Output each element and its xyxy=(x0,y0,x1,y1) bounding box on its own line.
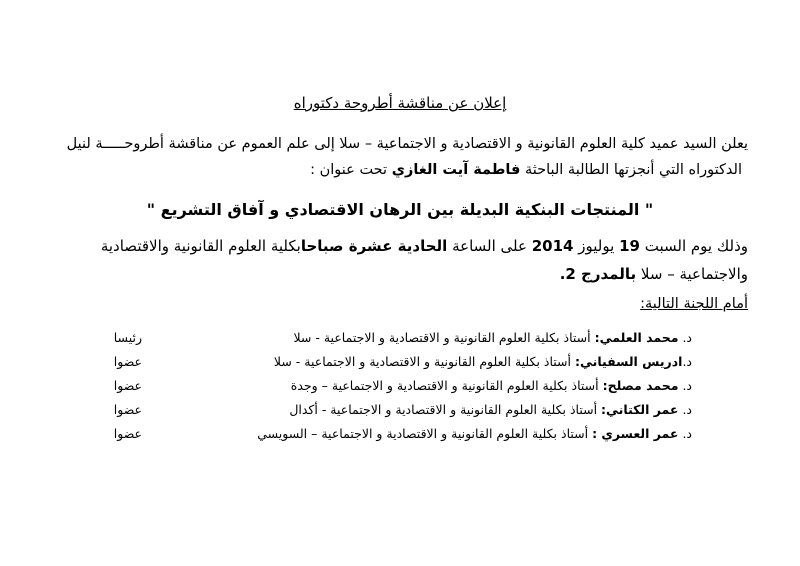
jury-row xyxy=(60,402,692,426)
jury-role: عضوا xyxy=(113,378,142,393)
jury-member xyxy=(289,402,692,417)
jury-prefix: د. xyxy=(682,354,692,369)
schedule-faculty: بكلية العلوم القانونية والاقتصادية xyxy=(100,237,301,255)
jury-member xyxy=(274,354,692,369)
schedule-day-label: وذلك يوم السبت xyxy=(644,237,748,255)
jury-member xyxy=(293,330,692,345)
jury-row xyxy=(60,378,692,402)
jury-role: عضوا xyxy=(113,354,142,369)
schedule-month: يوليوز xyxy=(578,237,615,255)
jury-role: رئيسا xyxy=(113,330,142,345)
intro-line-2-post: تحت عنوان : xyxy=(310,162,388,178)
jury-member xyxy=(291,378,692,393)
jury-prefix: د. xyxy=(682,402,692,417)
jury-row xyxy=(60,354,692,378)
schedule-day-number: 19 xyxy=(619,237,640,255)
schedule-hour-label: على الساعة xyxy=(452,237,527,255)
jury-name: عمر العسري : xyxy=(592,426,679,441)
schedule-city: والاجتماعية – سلا xyxy=(640,265,748,283)
jury-member xyxy=(257,426,692,441)
schedule-hour: الحادية عشرة صباحا xyxy=(300,237,448,255)
jury-name: محمد العلمي: xyxy=(594,330,679,345)
document-title: إعلان عن مناقشة أطروحة دكتوراه xyxy=(293,94,507,112)
thesis-title: " المنتجات البنكية البديلة بين الرهان الاقتصادي و آفاق التشريع " xyxy=(146,200,654,219)
intro-line-1: يعلن السيد عميد كلية العلوم القانونية و الاقتصادية و الاجتماعية – سلا إلى علم العموم عن مناقشة أطروحـــــة لنيل xyxy=(66,136,748,152)
jury-desc: أستاذ بكلية العلوم القانونية و الاقتصادية و الاجتماعية – السويسي xyxy=(257,426,589,441)
student-name: فاطمة آيت الغازي xyxy=(391,162,521,178)
jury-name: محمد مصلح: xyxy=(602,378,679,393)
jury-heading: أمام اللجنة التالية: xyxy=(640,296,748,312)
jury-name: ادريس السفياني: xyxy=(575,354,683,369)
schedule-year: 2014 xyxy=(531,237,574,255)
jury-prefix: د. xyxy=(682,330,692,345)
schedule-venue: بالمدرج 2. xyxy=(559,265,637,283)
schedule-line-2 xyxy=(52,265,748,283)
jury-list xyxy=(60,330,692,450)
jury-name: عمر الكتاني: xyxy=(601,402,679,417)
jury-prefix: د. xyxy=(682,378,692,393)
jury-desc: أستاذ بكلية العلوم القانونية و الاقتصادية و الاجتماعية - سلا xyxy=(273,354,572,369)
intro-line-2 xyxy=(52,162,742,178)
jury-desc: أستاذ بكلية العلوم القانونية و الاقتصادية و الاجتماعية - أكدال xyxy=(289,402,598,417)
jury-prefix: د. xyxy=(682,426,692,441)
jury-role: عضوا xyxy=(113,426,142,441)
jury-role: عضوا xyxy=(113,402,142,417)
jury-desc: أستاذ بكلية العلوم القانونية و الاقتصادية و الاجتماعية – وجدة xyxy=(290,378,599,393)
schedule-line-1 xyxy=(40,237,748,255)
jury-row xyxy=(60,330,692,354)
jury-row xyxy=(60,426,692,450)
jury-desc: أستاذ بكلية العلوم القانونية و الاقتصادية و الاجتماعية - سلا xyxy=(293,330,591,345)
intro-line-2-pre: الدكتوراه التي أنجزتها الطالبة الباحثة xyxy=(524,162,742,178)
